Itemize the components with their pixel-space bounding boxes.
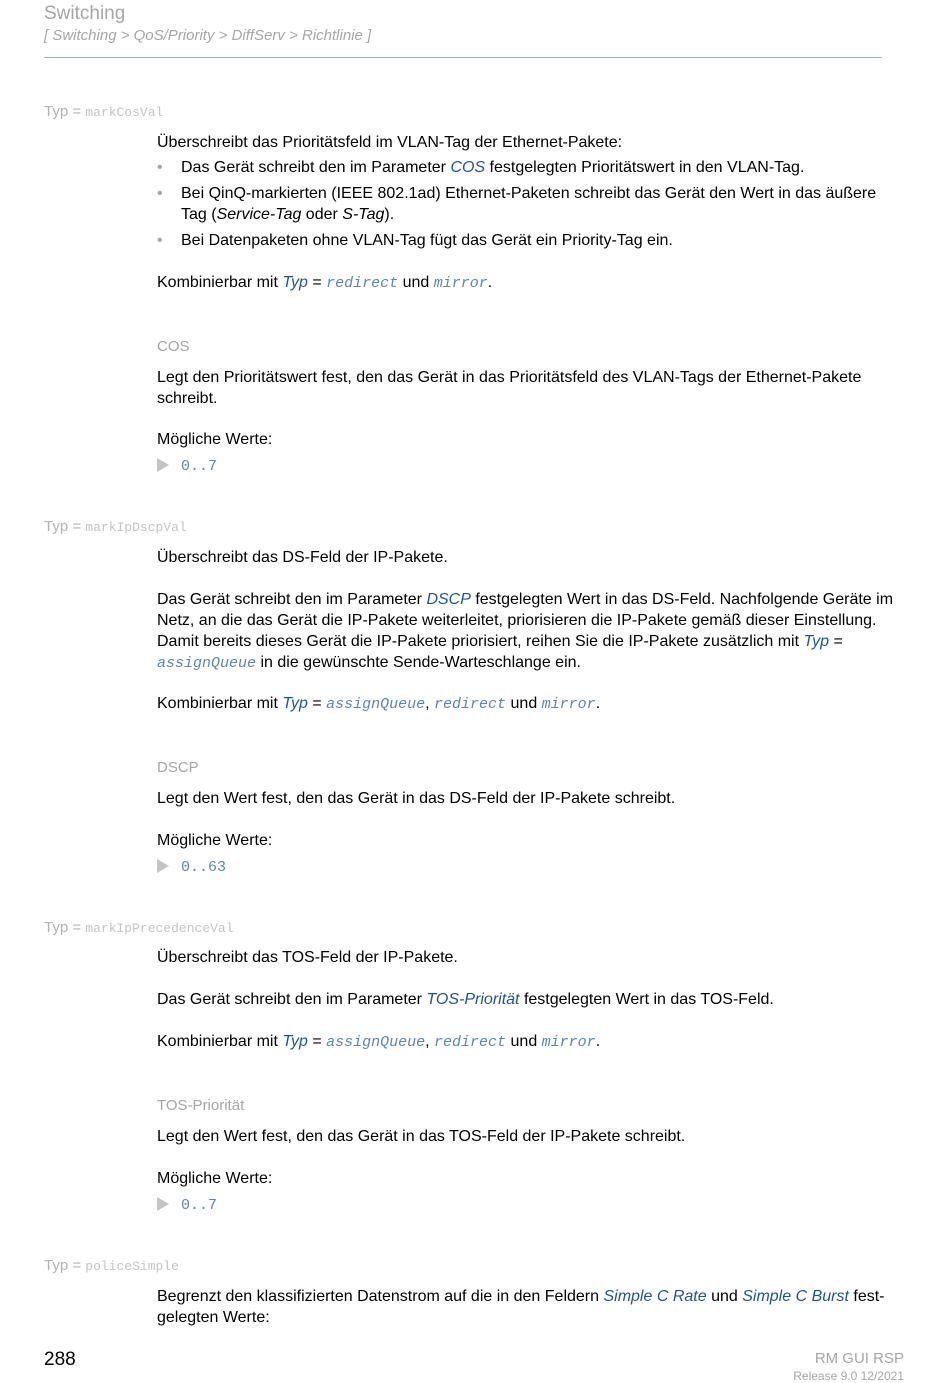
breadcrumb: [ Switching > QoS/Priority > DiffServ > Richtlinie ]	[44, 27, 372, 44]
section-intro: Überschreibt das DS-Feld der IP-Pakete.	[157, 549, 448, 566]
param-link-dscp[interactable]: DSCP	[426, 591, 471, 608]
triangle-right-icon	[157, 859, 169, 873]
param-link-tos[interactable]: TOS-Priorität	[426, 991, 520, 1008]
possible-values-label: Mögliche Werte:	[157, 431, 273, 448]
section-intro: Überschreibt das TOS-Feld der IP-Pakete.	[157, 949, 458, 966]
typ-label: Typ	[44, 1257, 69, 1274]
value-redirect: redirect	[434, 696, 507, 713]
possible-values-label: Mögliche Werte:	[157, 1170, 273, 1187]
param-link-simple-c-rate[interactable]: Simple C Rate	[603, 1288, 707, 1305]
typ-value: markIpPrecedenceVal	[85, 921, 234, 936]
chapter-title: Switching	[44, 3, 126, 24]
value-redirect: redirect	[434, 1034, 507, 1051]
typ-value: markCosVal	[85, 105, 164, 120]
value-range: 0..63	[157, 857, 226, 878]
bullet-icon: •	[157, 185, 163, 202]
document-id: RM GUI RSP	[814, 1350, 904, 1367]
bullet-icon: •	[157, 232, 163, 249]
section-intro: Überschreibt das Prioritätsfeld im VLAN-Tag der Ethernet-Pakete:	[157, 134, 623, 151]
combinable-note: Kombinierbar mit Typ = redirect und mirror.	[157, 274, 493, 292]
possible-values-label: Mögliche Werte:	[157, 832, 273, 849]
combinable-note: Kombinierbar mit Typ = assignQueue, redirect und mirror.	[157, 1033, 601, 1051]
value-mirror: mirror	[433, 275, 488, 292]
typ-heading-markcosval	[44, 103, 163, 120]
typ-label: Typ	[44, 103, 69, 120]
header-divider	[44, 57, 882, 58]
list-item: • Bei QinQ-markierten (IEEE 802.1ad) Ethernet-Paketen schreibt das Gerät den Wert in das äußere Tag (Service-Tag oder S-Tag).	[157, 185, 877, 223]
value-assignqueue: assignQueue	[326, 1034, 426, 1051]
list-item: • Bei Datenpaketen ohne VLAN-Tag fügt das Gerät ein Priority-Tag ein.	[157, 232, 673, 249]
typ-value: markIpDscpVal	[85, 520, 187, 535]
triangle-right-icon	[157, 1197, 169, 1211]
triangle-right-icon	[157, 458, 169, 472]
typ-link[interactable]: Typ	[803, 633, 829, 650]
release-info: Release 9.0 12/2021	[793, 1369, 904, 1383]
value-redirect: redirect	[326, 275, 399, 292]
typ-label: Typ	[44, 919, 69, 936]
value-mirror: mirror	[541, 1034, 596, 1051]
typ-link[interactable]: Typ	[282, 695, 308, 712]
typ-value: policeSimple	[85, 1259, 179, 1274]
typ-label: Typ	[44, 518, 69, 535]
value-assignqueue: assignQueue	[326, 696, 426, 713]
list-item: • Das Gerät schreibt den im Parameter COS festgelegten Prioritätswert in den VLAN-Tag.	[157, 159, 805, 176]
typ-equals: =	[72, 1257, 82, 1274]
param-description: Legt den Wert fest, den das Gerät in das TOS-Feld der IP-Pakete schreibt.	[157, 1128, 686, 1145]
typ-heading-policesimple	[44, 1257, 179, 1274]
param-link-cos[interactable]: COS	[450, 159, 486, 176]
combinable-note: Kombinierbar mit Typ = assignQueue, redirect und mirror.	[157, 695, 601, 713]
typ-equals: =	[72, 103, 82, 120]
param-link-simple-c-burst[interactable]: Simple C Burst	[742, 1288, 849, 1305]
value-range: 0..7	[157, 456, 217, 477]
bullet-icon: •	[157, 159, 163, 176]
typ-link[interactable]: Typ	[282, 274, 308, 291]
section-body: Das Gerät schreibt den im Parameter TOS-Priorität festgelegten Wert in das TOS-Feld.	[157, 991, 774, 1008]
value-range: 0..7	[157, 1195, 217, 1216]
typ-heading-markipdscpval	[44, 518, 187, 535]
value-mirror: mirror	[541, 696, 596, 713]
param-description: Legt den Wert fest, den das Gerät in das DS-Feld der IP-Pakete schreibt.	[157, 790, 676, 807]
typ-link[interactable]: Typ	[282, 1033, 308, 1050]
typ-heading-markipprecedenceval	[44, 919, 234, 936]
param-description: Legt den Prioritätswert fest, den das Gerät in das Prioritätsfeld des VLAN-Tags der Ethernet-Pakete schreibt.	[157, 369, 862, 407]
param-title-tos: TOS-Priorität	[157, 1097, 245, 1114]
param-title-dscp: DSCP	[157, 759, 199, 776]
page-number: 288	[44, 1349, 76, 1370]
value-assignqueue: assignQueue	[157, 655, 257, 672]
section-body: Das Gerät schreibt den im Parameter DSCP festgelegten Wert in das DS-Feld. Nachfolgende Geräte im Netz, an die das Gerät die IP-Pakete weiterleitet, priorisieren die IP-Pakete gemäß dieser Einstellung. Damit bereits dieses Gerät die IP-Pakete priorisiert, reihen Sie die IP-Pakete zusätzlich mit Typ = assignQueue in die gewünschte Sende-Warteschlange ein.	[157, 591, 894, 672]
typ-equals: =	[72, 919, 82, 936]
param-title-cos: COS	[157, 338, 190, 355]
section-intro: Begrenzt den klassifizierten Datenstrom auf die in den Feldern Simple C Rate und Simple C Burst fest-gelegten Werte:	[157, 1288, 885, 1326]
typ-equals: =	[72, 518, 82, 535]
